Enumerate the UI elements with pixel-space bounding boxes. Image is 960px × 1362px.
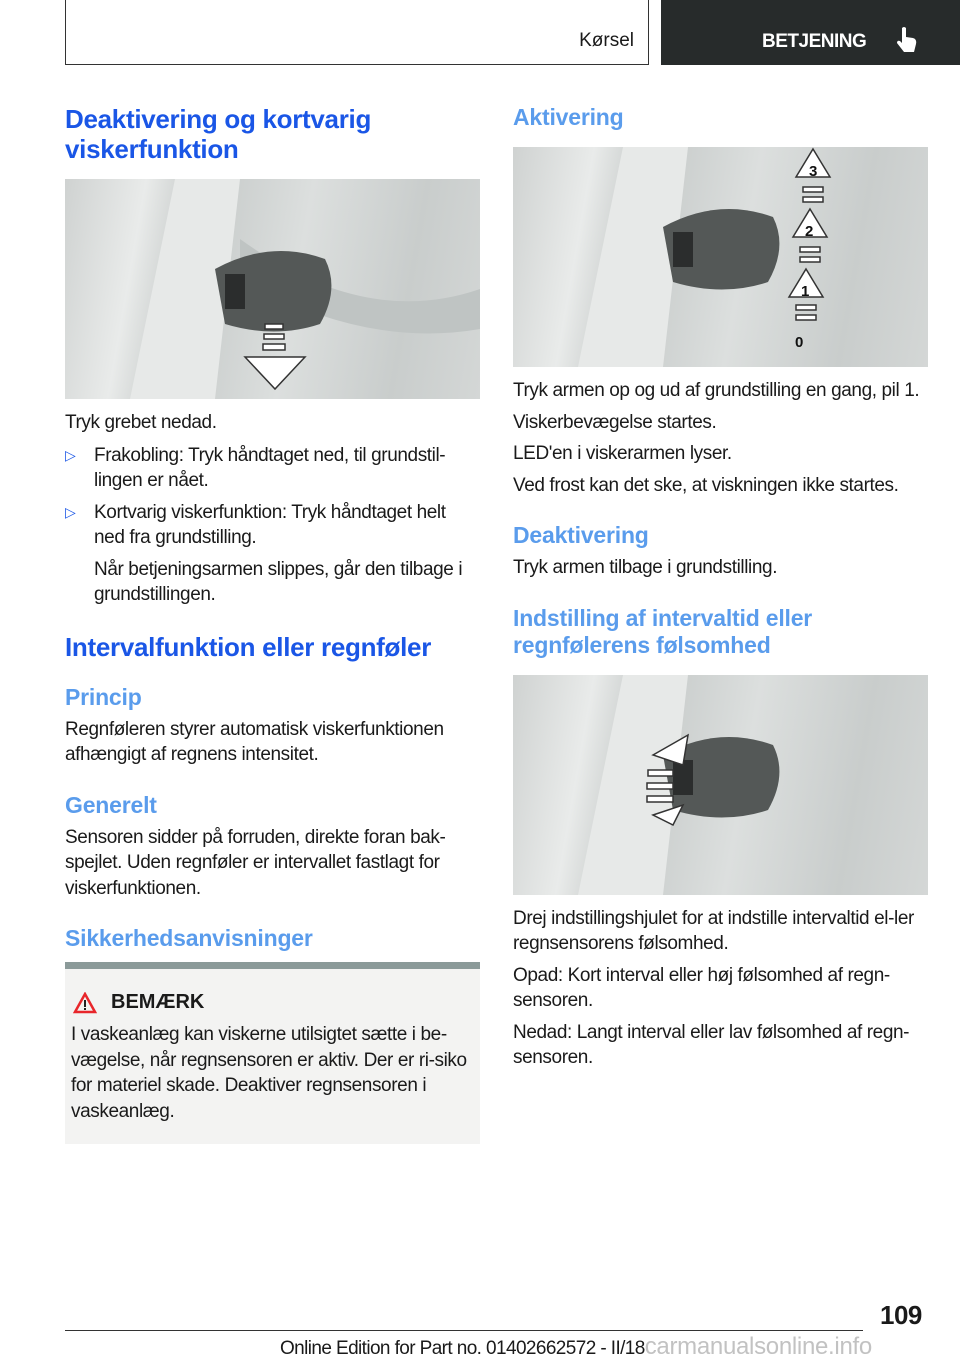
warning-note bbox=[65, 962, 480, 1144]
aktivering-text-3: LED'en i viskerarmen lyser. bbox=[513, 443, 732, 464]
princip-text: Regnføleren styrer automatisk viskerfunktionen afhængigt af regnens intensitet. bbox=[65, 718, 444, 765]
subtitle-deaktivering: Deaktivering bbox=[513, 522, 649, 548]
image-label: 0 bbox=[795, 334, 804, 351]
note-label: BEMÆRK bbox=[111, 991, 205, 1013]
bullet-item: ▷ Frakobling: Tryk håndtaget ned, til grundstil-lingen er nået. bbox=[65, 444, 446, 491]
right-column bbox=[513, 104, 928, 1071]
subtitle-indstilling: Indstilling af intervaltid eller regnfølerens følsomhed bbox=[513, 604, 813, 658]
watermark: carmanualsonline.info bbox=[644, 1333, 872, 1360]
bullet-note: Når betjeningsarmen slippes, går den tilbage i grundstillingen. bbox=[94, 558, 463, 605]
triangle-bullet-icon: ▷ bbox=[65, 503, 76, 520]
aktivering-text-1: Tryk armen op og ud af grundstilling en gang, pil 1. bbox=[513, 380, 920, 401]
section-title-deactivation: Deaktivering og kortvarig viskerfunktion bbox=[65, 104, 372, 164]
subtitle-safety: Sikkerhedsanvisninger bbox=[65, 925, 313, 951]
indstilling-text-1: Drej indstillingshjulet for at indstille intervaltid el-ler regnsensorens følsomhed. bbox=[513, 907, 914, 954]
intro-text: Tryk grebet nedad. bbox=[65, 412, 217, 433]
footer-divider bbox=[65, 1330, 863, 1331]
section-title-interval: Intervalfunktion eller regnføler bbox=[65, 631, 432, 662]
header-chapter: BETJENING bbox=[762, 31, 867, 52]
indstilling-text-2: Opad: Kort interval eller høj følsomhed af regn-sensoren. bbox=[513, 964, 890, 1011]
image-label: 1 bbox=[801, 283, 810, 300]
image-label: 3 bbox=[809, 163, 818, 180]
triangle-bullet-icon: ▷ bbox=[65, 446, 76, 463]
image-label: 2 bbox=[805, 223, 814, 240]
deaktivering-text: Tryk armen tilbage i grundstilling. bbox=[513, 557, 778, 578]
header-section-box bbox=[65, 0, 649, 65]
aktivering-text-2: Viskerbevægelse startes. bbox=[513, 411, 717, 433]
wiper-wheel-image bbox=[513, 675, 928, 895]
header-chapter-box bbox=[661, 0, 960, 65]
wiper-stalk-down-image bbox=[65, 179, 480, 399]
wiper-stalk-up-image bbox=[513, 147, 928, 367]
note-header bbox=[73, 991, 474, 1014]
footer bbox=[280, 1333, 872, 1361]
note-text: I vaskeanlæg kan viskerne utilsigtet sætte i be-vægelse, når regnsensoren er aktiv. Der er ri-siko for materiel skade. Deaktiver regnsensoren i vaskeanlæg. bbox=[71, 1024, 467, 1122]
pointing-hand-icon bbox=[895, 26, 919, 54]
bullet-item: ▷ Kortvarig viskerfunktion: Tryk håndtaget helt ned fra grundstilling. bbox=[65, 501, 446, 548]
indstilling-text-3: Nedad: Langt interval eller lav følsomhed af regn-sensoren. bbox=[513, 1021, 910, 1068]
left-column bbox=[65, 104, 480, 1144]
header-section: Kørsel bbox=[579, 30, 634, 51]
subtitle-generelt: Generelt bbox=[65, 791, 157, 818]
warning-icon bbox=[73, 992, 97, 1014]
aktivering-text-4: Ved frost kan det ske, at viskningen ikke startes. bbox=[513, 474, 899, 496]
subtitle-aktivering: Aktivering bbox=[513, 104, 624, 130]
generelt-text: Sensoren sidder på forruden, direkte foran bak-spejlet. Uden regnføler er intervallet fastlagt for viskerfunktionen. bbox=[65, 826, 446, 899]
subtitle-princip: Princip bbox=[65, 683, 142, 710]
page-number: 109 bbox=[880, 1300, 922, 1330]
footer-edition: Online Edition for Part no. 01402662572 - II/18 bbox=[280, 1338, 645, 1359]
